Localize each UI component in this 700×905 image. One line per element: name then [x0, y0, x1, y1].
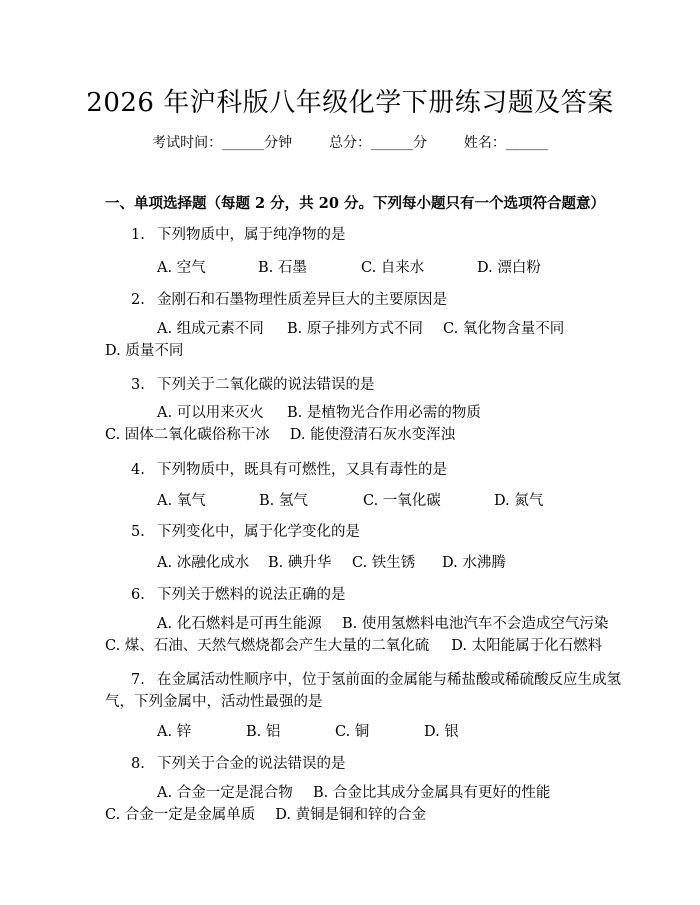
question-1 — [131, 223, 346, 244]
option-d: D. 水沸腾 — [442, 555, 506, 571]
question-6-options — [105, 613, 610, 657]
question-text: 金刚石和石墨物理性质差异巨大的主要原因是 — [157, 292, 447, 308]
option-c: C. 自来水 — [361, 260, 425, 276]
question-text: 下列物质中，属于纯净物的是 — [157, 227, 346, 243]
option-d: D. 太阳能属于化石燃料 — [451, 638, 603, 654]
question-text-line-2: 气，下列金属中，活动性最强的是 — [105, 694, 323, 710]
score-unit: 分 — [413, 135, 427, 151]
question-3 — [131, 373, 375, 394]
question-number: 2. — [131, 292, 145, 308]
question-number: 3. — [131, 377, 145, 393]
question-7-options — [157, 720, 459, 741]
option-c: C. 煤、石油、天然气燃烧都会产生大量的二氧化硫 — [105, 638, 430, 654]
question-text: 下列关于二氧化碳的说法错误的是 — [157, 377, 375, 393]
question-3-options — [105, 402, 610, 446]
question-2-options — [105, 318, 610, 362]
question-7-continued — [105, 690, 323, 711]
time-label: 考试时间： — [152, 135, 223, 151]
question-number: 5. — [131, 524, 145, 540]
question-1-options — [157, 256, 541, 277]
option-a: A. 化石燃料是可再生能源 — [157, 616, 322, 632]
question-5-options — [157, 551, 506, 572]
question-8 — [131, 752, 346, 773]
option-c: C. 合金一定是金属单质 — [105, 807, 256, 823]
question-text-line-1: 在金属活动性顺序中，位于氢前面的金属能与稀盐酸或稀硫酸反应生成氢 — [157, 672, 621, 688]
option-c: C. 氧化物含量不同 — [443, 321, 565, 337]
option-b: B. 石墨 — [258, 260, 307, 276]
question-number: 4. — [131, 462, 145, 478]
option-d: D. 能使澄清石灰水变浑浊 — [289, 427, 456, 443]
option-a: A. 空气 — [157, 260, 206, 276]
score-label: 总分： — [329, 135, 371, 151]
option-a: A. 可以用来灭火 — [157, 405, 264, 421]
option-c: C. 铁生锈 — [352, 555, 416, 571]
name-blank: ______ — [505, 135, 548, 151]
question-number: 7. — [131, 672, 145, 688]
option-c: C. 铜 — [335, 724, 370, 740]
exam-info-line — [0, 132, 700, 152]
time-unit: 分钟 — [264, 135, 293, 151]
option-b: B. 是植物光合作用必需的物质 — [287, 405, 481, 421]
time-blank: ______ — [222, 135, 265, 151]
option-b: B. 氢气 — [259, 493, 308, 509]
section-heading: 一、单项选择题（每题 2 分，共 20 分。下列每小题只有一个选项符合题意） — [105, 195, 605, 212]
question-5 — [131, 520, 360, 541]
option-b: B. 铝 — [246, 724, 281, 740]
question-text: 下列物质中，既具有可燃性，又具有毒性的是 — [157, 462, 447, 478]
option-b: B. 使用氢燃料电池汽车不会造成空气污染 — [342, 616, 609, 632]
question-8-options — [105, 782, 610, 826]
option-d: D. 银 — [424, 724, 459, 740]
question-text: 下列变化中，属于化学变化的是 — [157, 524, 360, 540]
question-2 — [131, 288, 447, 309]
question-4 — [131, 458, 447, 479]
question-number: 6. — [131, 587, 145, 603]
name-label: 姓名： — [463, 135, 506, 151]
option-a: A. 组成元素不同 — [157, 321, 264, 337]
question-6 — [131, 583, 346, 604]
option-b: B. 碘升华 — [268, 555, 332, 571]
option-c: C. 固体二氧化碳俗称干冰 — [105, 427, 270, 443]
option-b: B. 原子排列方式不同 — [287, 321, 423, 337]
option-a: A. 氧气 — [157, 493, 206, 509]
option-b: B. 合金比其成分金属具有更好的性能 — [313, 785, 551, 801]
question-7 — [131, 668, 621, 689]
option-a: A. 合金一定是混合物 — [157, 785, 293, 801]
option-d: D. 质量不同 — [105, 343, 184, 359]
option-d: D. 漂白粉 — [477, 260, 541, 276]
option-a: A. 冰融化成水 — [157, 555, 250, 571]
question-4-options — [157, 489, 543, 510]
option-d: D. 黄铜是铜和锌的合金 — [275, 807, 427, 823]
question-text: 下列关于合金的说法错误的是 — [157, 756, 346, 772]
option-c: C. 一氧化碳 — [363, 493, 441, 509]
score-blank: ______ — [371, 135, 413, 151]
question-number: 8. — [131, 756, 145, 772]
question-number: 1. — [131, 227, 145, 243]
document-title: 2026 年沪科版八年级化学下册练习题及答案 — [86, 88, 614, 118]
question-text: 下列关于燃料的说法正确的是 — [157, 587, 346, 603]
option-d: D. 氮气 — [494, 493, 544, 509]
option-a: A. 锌 — [157, 724, 192, 740]
